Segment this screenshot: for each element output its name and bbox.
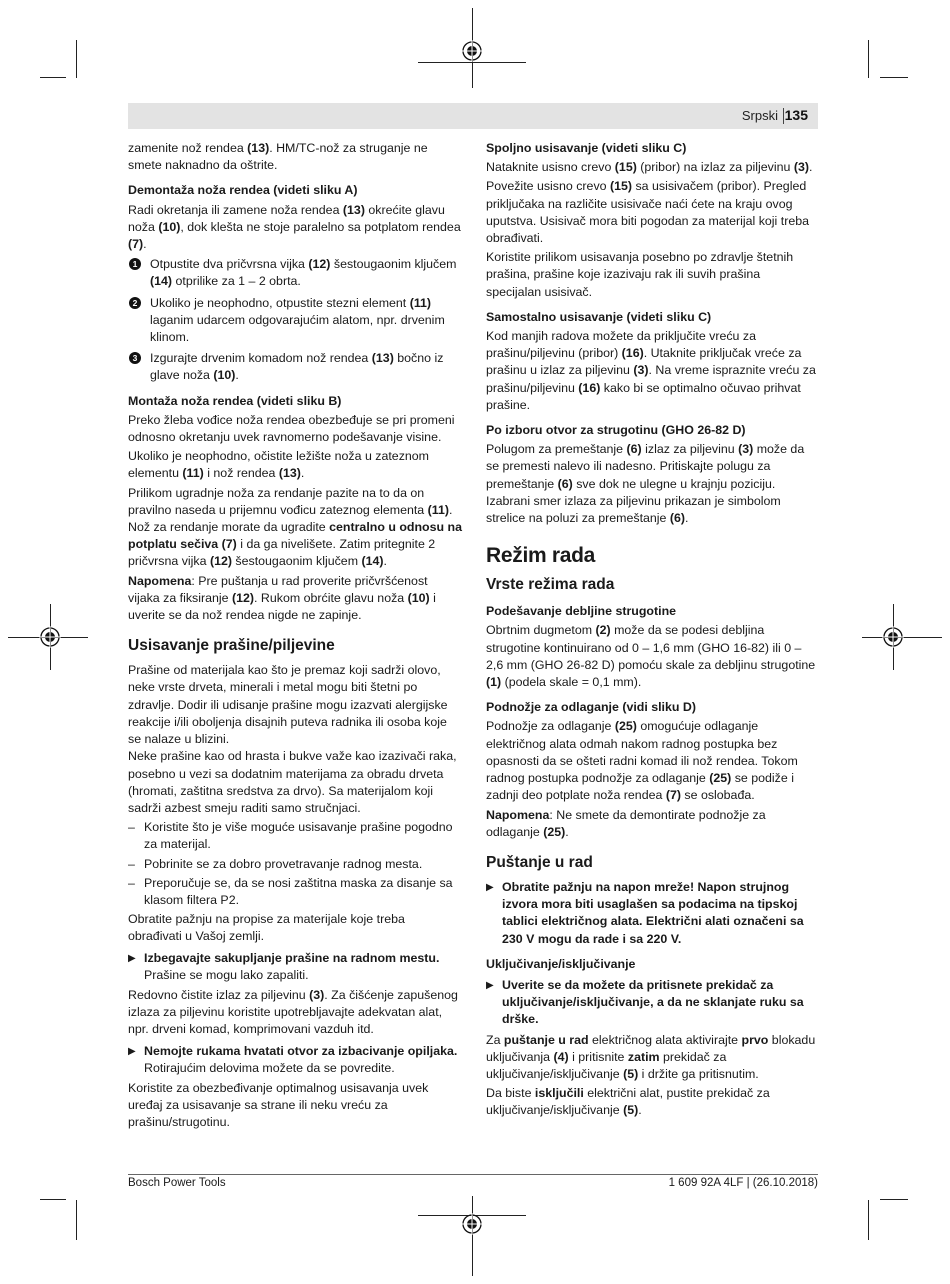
bold-text: (5) bbox=[623, 1103, 639, 1118]
bold-text: isključili bbox=[534, 1086, 584, 1101]
bold-text: (12) bbox=[231, 590, 255, 605]
text-run: Obrtnim dugmetom bbox=[486, 623, 596, 638]
text-run: i držite ga pritisnutim. bbox=[638, 1066, 759, 1081]
bold-text: (1) bbox=[486, 675, 502, 690]
paragraph bbox=[128, 202, 462, 254]
bold-text: (7) bbox=[221, 537, 237, 552]
text-run: Koristite prilikom usisavanja posebno po zdravlje štetnih prašina, prašine koje izazivaju rak ili suvih prašina specijalan usisivač. bbox=[486, 250, 794, 299]
bold-text: (5) bbox=[623, 1066, 639, 1081]
text-run: Izgurajte drvenim komadom nož rendea bbox=[150, 351, 372, 366]
paragraph bbox=[486, 622, 818, 691]
text-run: Ukoliko je neophodno, očistite ležište noža u zateznom elementu bbox=[128, 449, 429, 481]
text-run: . bbox=[638, 1103, 642, 1118]
text-run: sve dok ne ulegne u krajnju poziciju. Izabrani smer izlaza za piljevinu prikazan je simbolom strelice na poluzi za premeštanje bbox=[486, 476, 781, 526]
footer-doc-number: 1 609 92A 4LF | (26.10.2018) bbox=[668, 1177, 818, 1189]
text-run: Koristite za obezbeđivanje optimalnog usisavanja uvek uređaj za usisavanje sa strane ili neku vreću za prašinu/strugotinu. bbox=[128, 1080, 429, 1130]
warning-item: ▶ Izbegavajte sakupljanje prašine na radnom mestu. Prašine se mogu lako zapaliti. bbox=[128, 950, 440, 982]
crop-mark bbox=[40, 77, 66, 78]
text-run: električni alat, pustite prekidač za uključivanje/isključivanje bbox=[486, 1086, 770, 1118]
paragraph bbox=[486, 441, 818, 527]
text-run: Preko žleba vođice noža rendea obezbeđuje se pri promeni odnosno okretanju uvek ravnomerno podešavanje visine. bbox=[128, 412, 455, 445]
step-text bbox=[150, 351, 443, 382]
text-run: i pritisnite bbox=[568, 1049, 628, 1064]
text-run: . bbox=[300, 466, 305, 481]
text-run: (pribor) na izlaz za piljevinu bbox=[636, 160, 794, 175]
bold-text: (16) bbox=[578, 380, 601, 395]
section-title: Vrste režima rada bbox=[486, 576, 615, 594]
list-item: – Preporučuje se, da se nosi zaštitna maska za disanje sa klasom filtera P2. bbox=[128, 875, 453, 907]
bold-text: zatim bbox=[627, 1049, 660, 1064]
crop-mark bbox=[880, 1199, 908, 1200]
paragraph bbox=[486, 328, 818, 414]
bold-text: (10) bbox=[158, 219, 181, 234]
dash-icon: – bbox=[128, 875, 135, 890]
section-heading: Po izboru otvor za strugotinu (GHO 26-82 D) bbox=[486, 423, 746, 438]
bold-text: (14) bbox=[150, 274, 173, 289]
paragraph bbox=[128, 519, 462, 571]
text-run: . HM/TC-nož za struganje ne smete naknadno da oštrite. bbox=[128, 141, 428, 173]
registration-mark-icon bbox=[39, 626, 61, 648]
bold-text: puštanje u rad bbox=[503, 1032, 589, 1047]
registration-line bbox=[472, 1196, 473, 1276]
text-run: Nataknite usisno crevo bbox=[486, 160, 615, 175]
text-run: zamenite nož rendea bbox=[128, 141, 248, 155]
paragraph bbox=[128, 748, 462, 817]
triangle-right-icon: ▶ bbox=[486, 881, 494, 893]
text-run: . bbox=[449, 502, 453, 517]
text-run: bočno iz glave noža bbox=[150, 351, 444, 383]
text-run: laganim udarcem odgovarajućim alatom, npr. drvenim klinom. bbox=[150, 312, 445, 345]
text-run: . bbox=[685, 511, 689, 526]
text-run: se podiže i zadnji deo potplate noža rendea bbox=[486, 771, 794, 803]
paragraph bbox=[486, 249, 818, 301]
text-run: može da se podesi debljina strugotine kontinuirano od 0 – 1,6 mm (GHO 16-82) ili 0 – 2,6 mm (GHO 26-82 D) pomoću skale za debljinu strugotine bbox=[486, 623, 816, 672]
text-run: Prilikom ugradnje noža za rendanje pazite na to da on pravilno naseda u prijemnu vođicu zateznog elementa bbox=[128, 485, 428, 517]
text-run: . Rukom obrćite glavu noža bbox=[254, 590, 408, 605]
bold-text: (10) bbox=[213, 368, 236, 383]
bold-text: (15) bbox=[614, 160, 637, 175]
text-run: se oslobađa. bbox=[680, 788, 755, 803]
text-run: : Ne smete da demontirate podnožje za odlaganje bbox=[486, 807, 766, 839]
note-paragraph bbox=[128, 573, 462, 625]
header-language: Srpski bbox=[741, 108, 778, 123]
warning-item: ▶ Nemojte rukama hvatati otvor za izbacivanje opiljaka. Rotirajućim delovima možete da se povredite. bbox=[128, 1043, 458, 1075]
text-run: Obratite pažnju na propise za materijale koje treba obrađivati u Vašoj zemlji. bbox=[128, 912, 405, 944]
paragraph bbox=[486, 718, 818, 804]
bold-text: (3) bbox=[633, 363, 649, 378]
text-run: izlaz za piljevinu bbox=[641, 442, 739, 457]
text-run: . bbox=[383, 554, 387, 569]
bold-text: (13) bbox=[371, 351, 394, 366]
paragraph bbox=[128, 987, 462, 1039]
step-text bbox=[150, 296, 445, 344]
text-run: Polugom za premeštanje bbox=[486, 442, 627, 457]
left-column bbox=[128, 140, 462, 1134]
bold-text: (15) bbox=[609, 179, 633, 194]
paragraph bbox=[128, 140, 462, 174]
footer-brand: Bosch Power Tools bbox=[128, 1177, 226, 1189]
paragraph bbox=[128, 412, 462, 446]
bold-text: Napomena bbox=[486, 807, 550, 822]
page-header bbox=[128, 103, 818, 129]
text-run: šestougaonim ključem bbox=[330, 257, 457, 272]
right-column bbox=[486, 140, 818, 1122]
bold-text: (11) bbox=[182, 466, 204, 481]
crop-mark bbox=[40, 1199, 66, 1200]
crop-mark bbox=[880, 77, 908, 78]
step-number-icon: 3 bbox=[129, 352, 141, 364]
text-run: , dok klešta ne stoje paralelno sa potplatom rendea bbox=[180, 219, 461, 234]
paragraph bbox=[128, 911, 462, 945]
bold-text: (2) bbox=[595, 623, 611, 638]
text-run: Podnožje za odlaganje bbox=[486, 719, 615, 734]
crop-mark bbox=[868, 1200, 869, 1240]
section-heading: Montaža noža rendea (videti sliku B) bbox=[128, 393, 342, 408]
triangle-right-icon: ▶ bbox=[486, 979, 494, 991]
bold-text: (6) bbox=[557, 476, 573, 491]
footer-divider bbox=[128, 1174, 818, 1175]
text-run: Povežite usisno crevo bbox=[486, 179, 610, 194]
text-run: omogućuje odlaganje električnog alata odmah nakom radnog postupka bez opasnosti da se ošteti radni komad ili nož rendea. Tokom radnog postupka podnožje za odlaganje bbox=[486, 719, 798, 786]
bold-text: (11) bbox=[409, 295, 432, 310]
step-text bbox=[150, 257, 456, 288]
section-heading: Uključivanje/isključivanje bbox=[486, 956, 636, 971]
registration-line bbox=[418, 62, 526, 63]
text-run: . Utaknite priključak vreće za prašinu u izlaz za piljevinu bbox=[486, 346, 802, 378]
paragraph bbox=[486, 1032, 818, 1084]
bold-text: (6) bbox=[669, 511, 686, 526]
crop-mark bbox=[76, 1200, 77, 1240]
step-number-icon: 1 bbox=[129, 258, 141, 270]
text-run: okrećite glavu noža bbox=[128, 202, 445, 234]
text-run: Za bbox=[486, 1032, 504, 1047]
text-run: i da ga nivelišete. Zatim pritegnite 2 pričvrsna vijka bbox=[128, 537, 436, 569]
text-run: može da se premesti nalevo ili nadesno. Pritiskajte polugu za premeštanje bbox=[486, 442, 805, 491]
step-number-icon: 2 bbox=[129, 297, 141, 309]
bold-text: Napomena bbox=[128, 573, 192, 588]
text-run: električnog alata aktivirajte bbox=[588, 1032, 742, 1047]
list-item: – Koristite što je više moguće usisavanje prašine pogodno za materijal. bbox=[128, 820, 453, 852]
paragraph bbox=[128, 1080, 462, 1132]
step-item bbox=[128, 350, 462, 384]
paragraph bbox=[486, 159, 818, 176]
bold-text: (10) bbox=[407, 590, 430, 605]
section-title: Puštanje u rad bbox=[486, 853, 593, 871]
crop-mark bbox=[868, 40, 869, 78]
text-run: i nož rendea bbox=[203, 466, 279, 481]
paragraph bbox=[486, 178, 818, 247]
chapter-title: Režim rada bbox=[486, 544, 596, 568]
text-run: Nož za rendanje morate da ugradite bbox=[128, 520, 330, 535]
bold-text: (14) bbox=[361, 554, 384, 569]
warning-item: ▶ Uverite se da možete da pritisnete prekidač za uključivanje/isključivanje, a da ne sklanjate ruku sa drške. bbox=[486, 977, 804, 1027]
section-heading: Spoljno usisavanje (videti sliku C) bbox=[486, 141, 687, 155]
paragraph bbox=[486, 1085, 818, 1119]
text-run: Redovno čistite izlaz za piljevinu bbox=[128, 987, 310, 1002]
bold-text: (25) bbox=[614, 719, 637, 734]
section-title: Usisavanje prašine/piljevine bbox=[128, 637, 335, 655]
step-item bbox=[128, 295, 462, 347]
page-number: 135 bbox=[784, 107, 808, 123]
triangle-right-icon: ▶ bbox=[128, 952, 136, 964]
paragraph bbox=[128, 448, 462, 482]
text-run: . bbox=[809, 160, 813, 175]
text-run: Neke prašine kao od hrasta i bukve važe kao izazivači raka, posebno u vezi sa dodatnim materijama za obradu drveta (hromati, zaštitna sredstva za drvo). Sa materijalom koji sadrži azbest smeju raditi samo stručnjaci. bbox=[128, 749, 457, 815]
warning-item: ▶ Obratite pažnju na napon mreže! Napon strujnog izvora mora biti usaglašen sa podacima na tipskoj tablici električnog alata. Električni alati označeni sa 230 V mogu da rade i sa 220 V. bbox=[486, 879, 804, 946]
text-run: Radi okretanja ili zamene noža rendea bbox=[128, 202, 343, 217]
text-run: Da biste bbox=[486, 1086, 535, 1101]
bold-text: (4) bbox=[553, 1049, 569, 1064]
text-run: . Na vreme ispraznite vreću za prašinu/piljevinu bbox=[486, 363, 816, 395]
bold-text: prvo bbox=[741, 1032, 769, 1047]
section-heading: Podnožje za odlaganje (vidi sliku D) bbox=[486, 700, 696, 715]
bold-text: (13) bbox=[247, 141, 270, 155]
paragraph bbox=[128, 485, 462, 519]
bold-text: (13) bbox=[278, 466, 301, 481]
dash-icon: – bbox=[128, 856, 135, 871]
section-heading: Demontaža noža rendea (videti sliku A) bbox=[128, 183, 358, 198]
bold-text: (7) bbox=[128, 237, 144, 252]
text-run: . bbox=[565, 824, 569, 839]
list-item: – Pobrinite se za dobro provetravanje radnog mesta. bbox=[128, 856, 462, 873]
text-run: prekidač za uključivanje/isključivanje bbox=[486, 1049, 727, 1081]
text-run: Otpustite dva pričvrsna vijka bbox=[150, 257, 309, 272]
bold-text: (6) bbox=[626, 442, 642, 457]
registration-mark-icon bbox=[461, 40, 483, 62]
text-run: i uverite se da nož rendea nigde ne zapinje. bbox=[128, 590, 436, 623]
bold-text: (25) bbox=[543, 824, 566, 839]
text-run: : Pre puštanja u rad proverite pričvršćenost vijaka za fiksiranje bbox=[128, 573, 428, 605]
text-run: kako bi se optimalno očuvao prihvat prašine. bbox=[486, 380, 801, 412]
bold-text: (11) bbox=[427, 502, 449, 517]
registration-mark-icon bbox=[882, 626, 904, 648]
bold-text: (16) bbox=[621, 346, 644, 361]
bold-text: (13) bbox=[342, 202, 365, 217]
triangle-right-icon: ▶ bbox=[128, 1045, 136, 1057]
text-run: Ukoliko je neophodno, otpustite stezni element bbox=[150, 295, 410, 310]
text-run: Kod manjih radova možete da priključite vreću za prašinu/piljevinu (pribor) bbox=[486, 329, 756, 361]
text-run: Prašine od materijala kao što je premaz koji sadrži olovo, neke vrste drveta, minerali i metal mogu biti štetni po zdravlje. Dodir ili udisanje prašine mogu izazvati alergijske reakcije i/ili oboljenja disajnih puteva radnika ili osoba koje se nalaze u blizini. bbox=[128, 663, 448, 747]
text-run: šestougaonim ključem bbox=[231, 554, 362, 569]
crop-mark bbox=[76, 40, 77, 78]
bold-text: (7) bbox=[665, 788, 681, 803]
text-run: . bbox=[143, 237, 147, 252]
bold-text: centralno u odnosu na potplatu sečiva bbox=[128, 520, 462, 552]
note-paragraph bbox=[486, 807, 818, 841]
bold-text: (3) bbox=[309, 987, 325, 1002]
step-item bbox=[128, 256, 462, 290]
bold-text: (3) bbox=[738, 442, 754, 457]
section-heading: Samostalno usisavanje (videti sliku C) bbox=[486, 309, 712, 324]
text-run: sa usisivačem (pribor). Pregled priključaka na različite usisivače naći ćete na kraju ovog uputstva. Usisivač mora biti pogodan za materijal koji treba obrađivati. bbox=[486, 179, 809, 246]
dash-icon: – bbox=[128, 820, 135, 835]
registration-mark-icon bbox=[461, 1213, 483, 1235]
text-run: blokadu uključivanja bbox=[486, 1032, 816, 1064]
text-run: otprilike za 1 – 2 obrta. bbox=[172, 274, 301, 289]
bold-text: (25) bbox=[709, 771, 732, 786]
section-heading: Podešavanje debljine strugotine bbox=[486, 604, 677, 619]
bold-text: (12) bbox=[308, 257, 331, 272]
text-run: (podela skale = 0,1 mm). bbox=[501, 675, 642, 690]
bold-text: (3) bbox=[793, 160, 810, 175]
paragraph bbox=[128, 662, 462, 748]
text-run: . Za čišćenje zapušenog izlaza za piljevinu koristite upotrebljavajte adekvatan alat, npr. drveni komad, komprimovani vazduh itd. bbox=[128, 987, 458, 1037]
text-run: . bbox=[235, 368, 239, 383]
bold-text: (12) bbox=[209, 554, 232, 569]
